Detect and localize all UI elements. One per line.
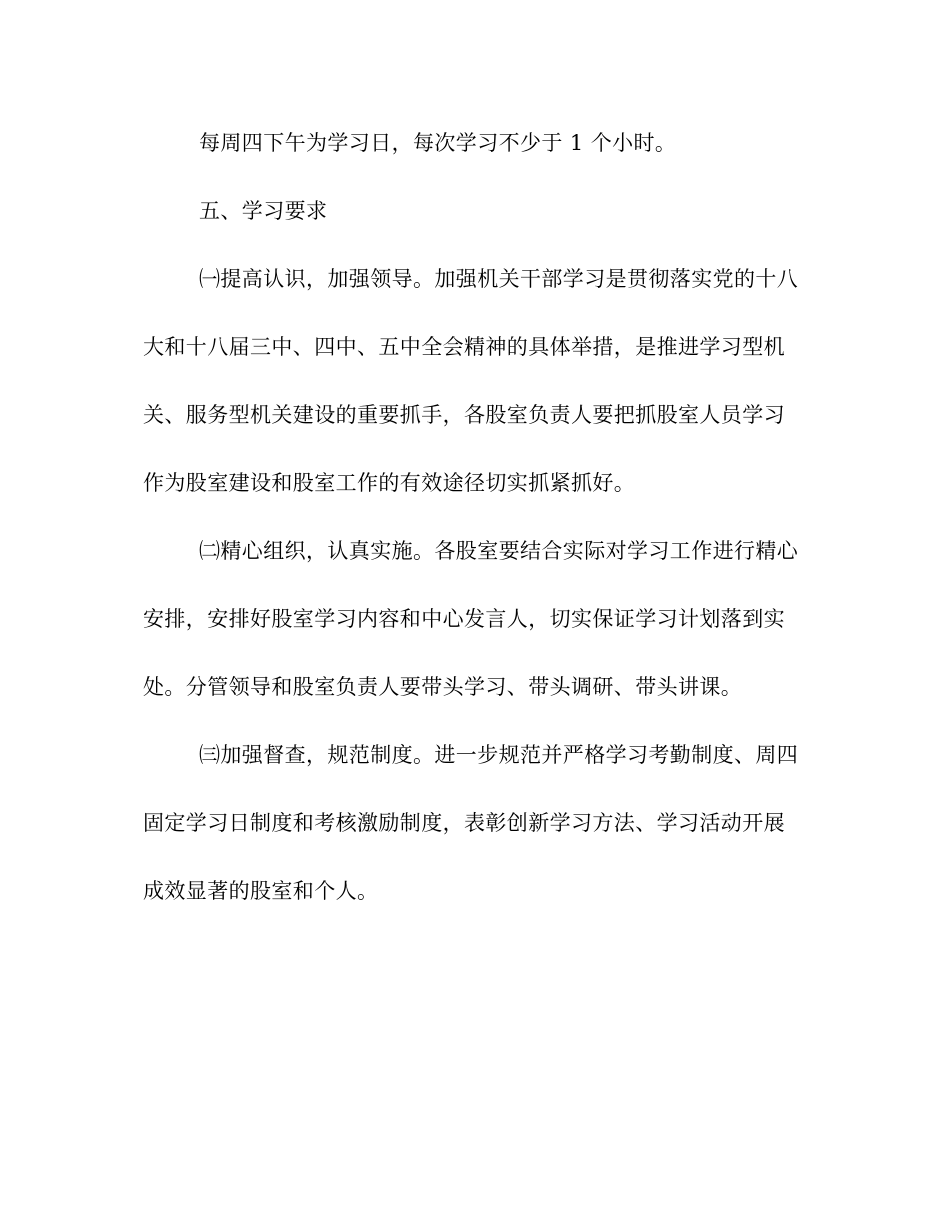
paragraph-1-line-2: 大和十八届三中、四中、五中全会精神的具体举措，是推进学习型机 [143,335,785,359]
paragraph-2-line-2: 安排，安排好股室学习内容和中心发言人，切实保证学习计划落到实 [143,607,785,631]
document-body [143,125,823,941]
paragraph-3-line-3: 成效显著的股室和个人。 [143,879,379,903]
paragraph-study-schedule: 每周四下午为学习日，每次学习不少于 1 个小时。 [199,131,677,155]
paragraph-1-line-4: 作为股室建设和股室工作的有效途径切实抓紧抓好。 [143,471,636,495]
paragraph-1-line-1: ㈠提高认识，加强领导。加强机关干部学习是贯彻落实党的十八 [199,267,799,291]
paragraph-3-line-2: 固定学习日制度和考核激励制度，表彰创新学习方法、学习活动开展 [143,811,785,835]
paragraph-2-line-1: ㈡精心组织，认真实施。各股室要结合实际对学习工作进行精心 [199,539,799,563]
paragraph-1-line-3: 关、服务型机关建设的重要抓手，各股室负责人要把抓股室人员学习 [143,403,785,427]
paragraph-3-line-1: ㈢加强督查，规范制度。进一步规范并严格学习考勤制度、周四 [199,743,799,767]
section-heading-study-requirements: 五、学习要求 [199,199,328,223]
paragraph-2-line-3: 处。分管领导和股室负责人要带头学习、带头调研、带头讲课。 [143,675,743,699]
